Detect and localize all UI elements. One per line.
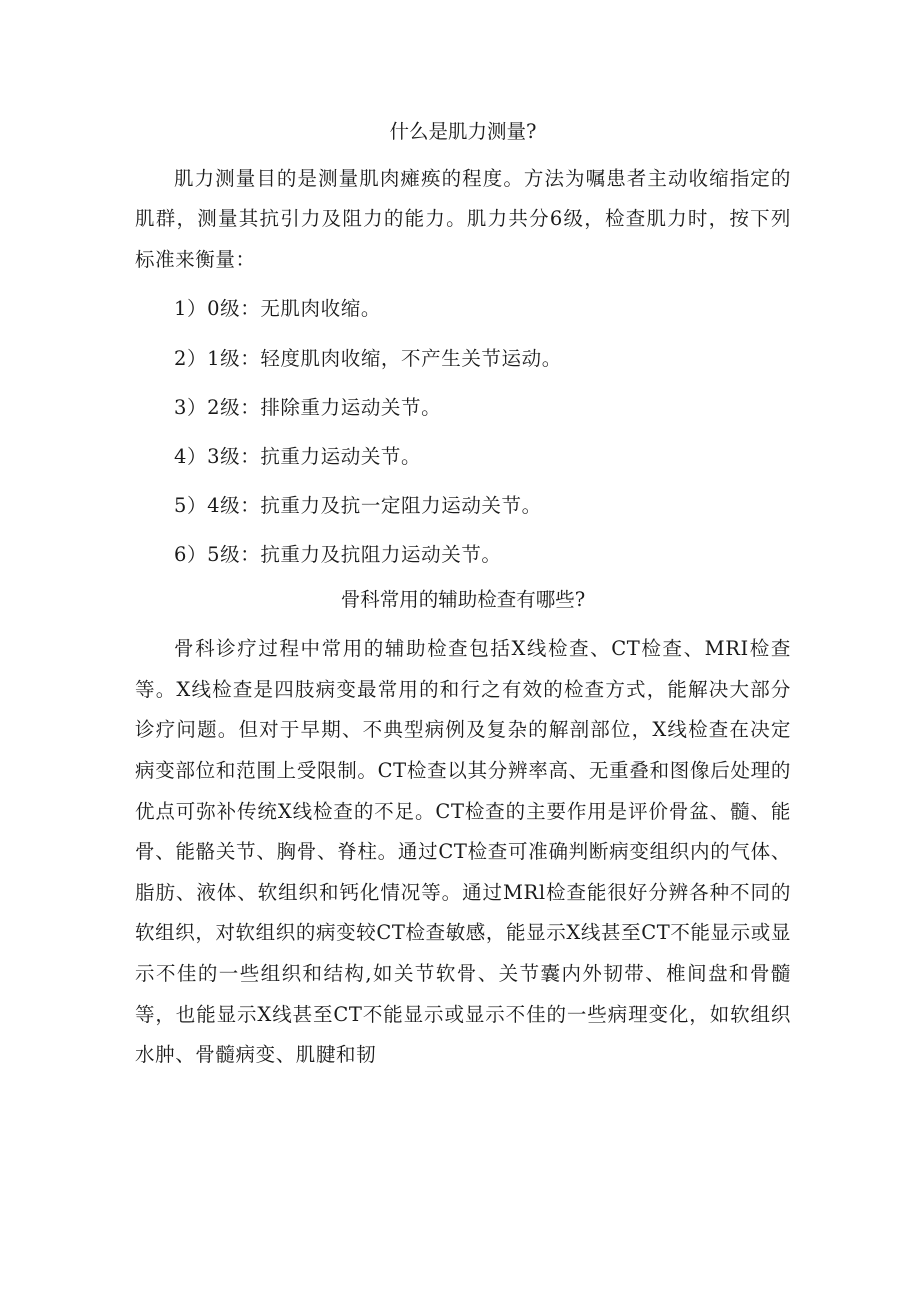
list-item-grade-2: 3）2级：排除重力运动关节。 [174,395,442,419]
list-item-grade-0: 1）0级：无肌肉收缩。 [174,297,381,321]
list-item-grade-5: 6）5级：抗重力及抗阻力运动关节。 [174,543,502,567]
section-heading-orthopedic-exams: 骨科常用的辅助检查有哪些? [340,587,586,611]
list-item-grade-3: 4）3级：抗重力运动关节。 [174,445,422,469]
paragraph-orthopedic-exams: 骨科诊疗过程中常用的辅助检查包括X线检查、CT检查、MRI检查等。X线检查是四肢病变最常用的和行之有效的检查方式，能解决大部分诊疗问题。但对于早期、不典型病例及复杂的解剖部位，X线检查在决定病变部位和范围上受限制。CT检查以其分辨率高、无重叠和图像后处理的优点可弥补传统X线检查的不足。CT检查的主要作用是评价骨盆、髓、能骨、能骼关节、胸骨、脊柱。通过CT检查可准确判断病变组织内的气体、脂肪、液体、软组织和钙化情况等。通过MRl检查能很好分辨各种不同的软组织，对软组织的病变较CT检查敏感，能显示X线甚至CT不能显示或显示不佳的一些组织和结构,如关节软骨、关节囊内外韧带、椎间盘和骨髓等，也能显示X线甚至CT不能显示或显示不佳的一些病理变化，如软组织水肿、骨髓病变、肌腱和韧 [135,637,791,1067]
list-item-grade-1: 2）1级：轻度肌肉收缩，不产生关节运动。 [174,346,562,370]
document-body [135,112,791,1076]
paragraph-muscle-strength-intro: 肌力测量目的是测量肌肉瘫痪的程度。方法为嘱患者主动收缩指定的肌群，测量其抗引力及阻力的能力。肌力共分6级，检查肌力时，按下列标准来衡量： [135,166,791,271]
section-heading-muscle-strength: 什么是肌力测量? [389,120,537,143]
list-item-grade-4: 5）4级：抗重力及抗一定阻力运动关节。 [174,494,542,518]
muscle-strength-grade-list [135,284,791,579]
